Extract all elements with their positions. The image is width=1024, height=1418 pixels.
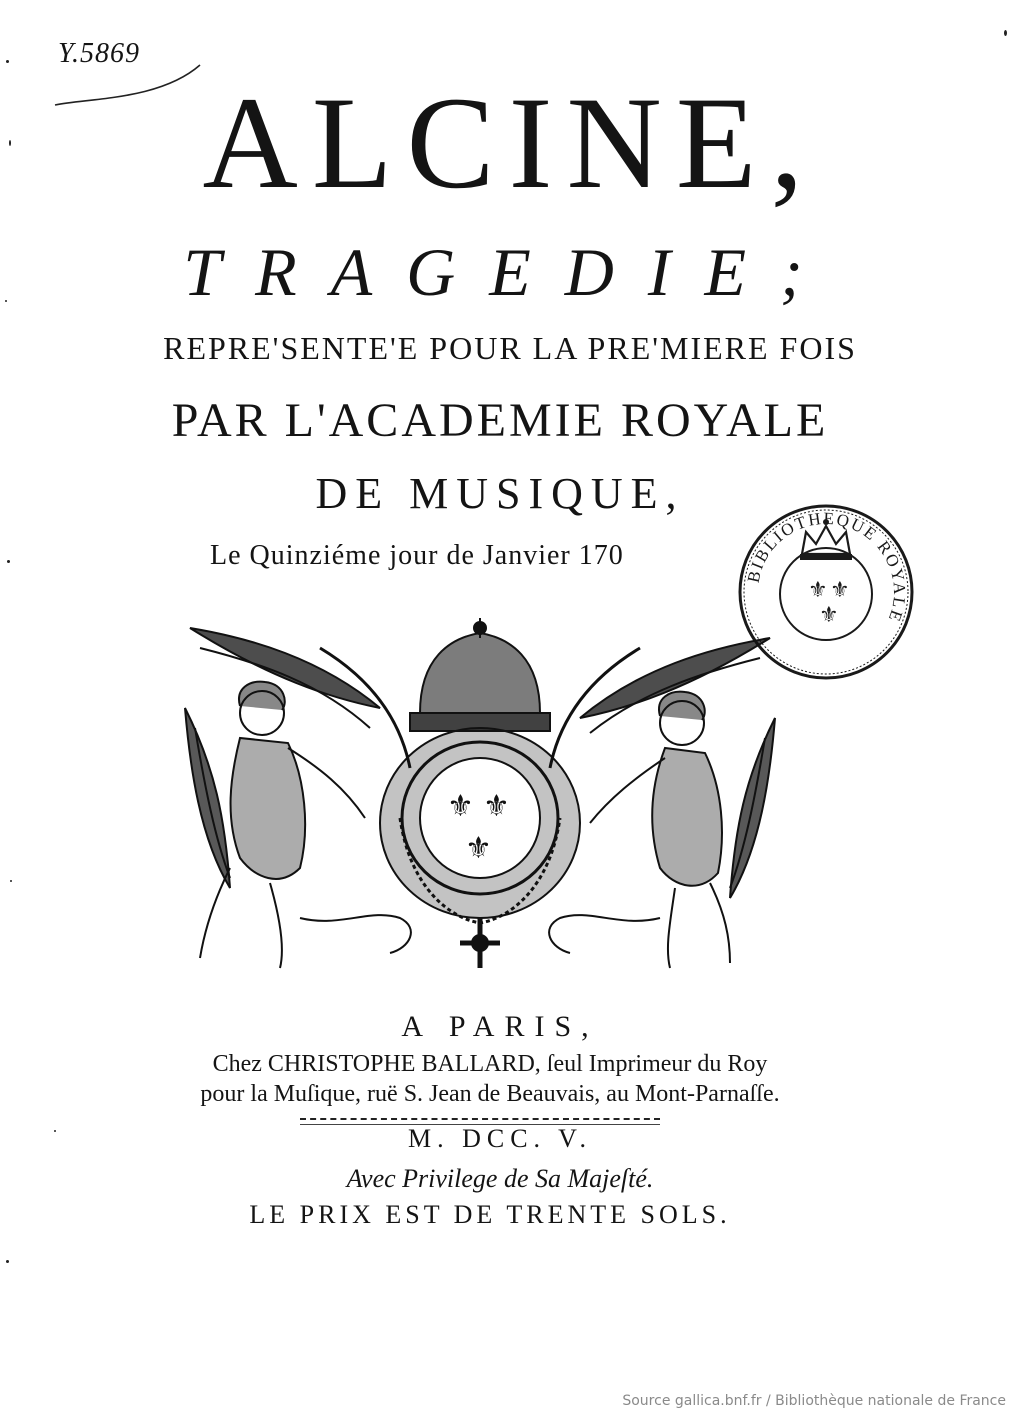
imprint-rule [300,1118,660,1120]
performance-line: REPRE'SENTE'E POUR LA PRE'MIERE FOIS [163,330,857,366]
royal-shield [380,728,580,923]
music-line: DE MUSIQUE, [315,469,685,518]
imprint-printer: Chez CHRISTOPHE BALLARD, ſeul Imprimeur du Roy [212,1051,768,1077]
stamp-ring-text: BIBLIOTHEQUE ROYALE [743,508,910,626]
title-genre: TRAGEDIE; [183,234,837,310]
royal-crown-icon [410,618,550,731]
svg-text:⚜: ⚜ [465,831,492,866]
left-angel [200,682,365,968]
svg-text:⚜: ⚜ [808,578,828,603]
right-angel [590,692,730,968]
imprint-year: M. DCC. V. [407,1124,593,1153]
source-credit: Source gallica.bnf.fr / Bibliothèque nationale de France [622,1393,1006,1409]
svg-text:⚜: ⚜ [447,789,474,824]
academy-line: PAR L'ACADEMIE ROYALE [171,394,829,447]
svg-text:⚜: ⚜ [483,789,510,824]
shelfmark: Y.5869 [58,38,141,69]
royal-arms-fleuron [170,618,790,988]
svg-text:⚜: ⚜ [819,603,839,628]
imprint-city: A PARIS, [401,1010,599,1043]
title-main: ALCINE, [202,69,818,216]
fleur-de-lis-icon [808,578,850,628]
order-cross-icon [460,918,500,968]
price-line: LE PRIX EST DE TRENTE SOLS. [249,1200,731,1229]
royal-privilege: Avec Privilege de Sa Majeſté. [346,1164,654,1193]
svg-text:⚜: ⚜ [830,578,850,603]
imprint-address: pour la Muſique, ruë S. Jean de Beauvais, au Mont-Parnaſſe. [200,1081,780,1107]
date-line: Le Quinziéme jour de Janvier 170 [210,540,624,571]
